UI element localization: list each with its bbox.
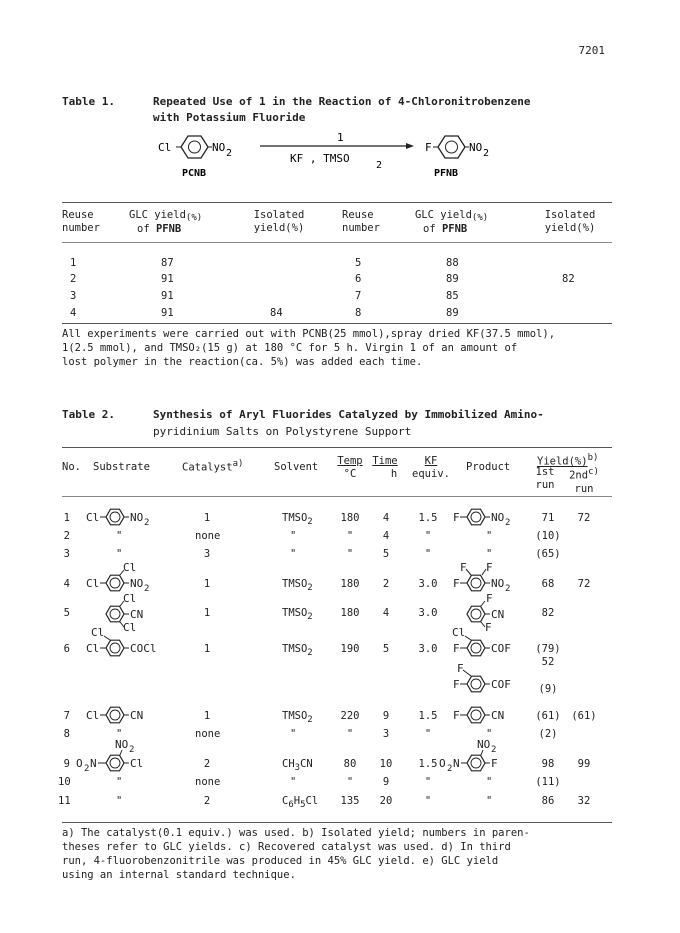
svg-text:F: F bbox=[485, 621, 492, 634]
t2-header-run2: $2nd^{c)}$ run bbox=[569, 467, 599, 495]
t2-row-catalyst: none bbox=[195, 728, 221, 740]
t2-row-no: 10 bbox=[58, 776, 71, 788]
t2-row-yield-run1: 82 bbox=[541, 607, 555, 619]
t2-row-solvent-ditto: " bbox=[290, 728, 297, 740]
svg-text:F: F bbox=[453, 709, 460, 722]
t2-row-temp: " bbox=[346, 530, 354, 542]
t1-row-reuse-2: 7 bbox=[355, 290, 362, 302]
svg-text:Cl: Cl bbox=[86, 642, 100, 655]
t1-row-glc: 91 bbox=[161, 307, 174, 319]
t1-row-glc: 91 bbox=[161, 273, 174, 285]
t2-row-solvent: $C_6H_5Cl$ bbox=[282, 795, 319, 811]
svg-text:F: F bbox=[491, 757, 498, 770]
t2-row-kf: 3.0 bbox=[418, 643, 438, 655]
svg-text:F: F bbox=[453, 642, 460, 655]
t2-row-substrate-ditto: " bbox=[116, 795, 123, 807]
svg-text:F: F bbox=[453, 577, 460, 590]
substrate-ring-9 bbox=[106, 755, 124, 771]
scheme-reagents: KF , TMSO bbox=[290, 152, 350, 165]
t2-header-solvent: Solvent bbox=[274, 461, 319, 473]
svg-text:F: F bbox=[460, 561, 467, 574]
t2-row-no: 3 bbox=[63, 548, 70, 560]
t2-row-no: 5 bbox=[63, 607, 70, 619]
t1-row-glc-2: 88 bbox=[446, 257, 459, 269]
table2-title-line2: pyridinium Salts on Polystyrene Support bbox=[153, 425, 412, 438]
product-ring-9 bbox=[467, 755, 485, 771]
t2-row-time: 3 bbox=[382, 728, 390, 740]
svg-text:Cl: Cl bbox=[452, 626, 466, 639]
t2-row-yield-run2: 99 bbox=[577, 758, 591, 770]
table2-footnotes: a) The catalyst(0.1 equiv.) was used. b) Isolated yield; numbers in paren- theses refer to GLC yields. c) Recovered catalyst was used. d) In third run, 4-fluorobenzonitrile was produced in 45% GLC yield. e) GLC yield using an internal standard technique. bbox=[62, 827, 530, 881]
t2-row-no: 11 bbox=[58, 795, 71, 807]
svg-text:NO: NO bbox=[491, 577, 505, 590]
t1-row-reuse-2: 6 bbox=[355, 273, 362, 285]
scheme-product-no-sub: 2 bbox=[483, 148, 490, 159]
reactant-name: PCNB bbox=[182, 168, 207, 179]
substrate-ring-6 bbox=[106, 640, 124, 656]
svg-text:F: F bbox=[453, 678, 460, 691]
t2-row-catalyst: 3 bbox=[203, 548, 211, 560]
t2-row-kf: " bbox=[424, 530, 432, 542]
t2-header-product: Product bbox=[466, 461, 511, 473]
svg-text:Cl: Cl bbox=[86, 511, 100, 524]
t2-header-yield: Yield(%)$^{b)}$ bbox=[537, 453, 599, 468]
t2-header-substrate: Substrate bbox=[93, 461, 150, 473]
t1-row-glc-2: 89 bbox=[446, 273, 459, 285]
t1-header-isolated: Isolated yield(%) bbox=[253, 209, 305, 234]
t2-row-kf: " bbox=[424, 776, 432, 788]
t2-row-yield-run1: 98 bbox=[541, 758, 555, 770]
t2-row-substrate-ditto: " bbox=[116, 728, 123, 740]
t2-row-no: 7 bbox=[63, 710, 70, 722]
t2-row-kf: 3.0 bbox=[418, 607, 438, 619]
svg-text:Cl: Cl bbox=[130, 757, 144, 770]
t1-row-reuse: 2 bbox=[70, 273, 77, 285]
t2-row-kf: 1.5 bbox=[418, 758, 438, 770]
substrate-ring-7 bbox=[106, 707, 124, 723]
t2-row-temp: 80 bbox=[343, 758, 357, 770]
t1-row-reuse-2: 5 bbox=[355, 257, 362, 269]
svg-text:N: N bbox=[453, 757, 460, 770]
t2-row-no: 9 bbox=[63, 758, 70, 770]
t2-header-time: Time h bbox=[372, 455, 398, 480]
t2-row-temp: " bbox=[346, 728, 354, 740]
t2-row-temp: " bbox=[346, 548, 354, 560]
t2-row-solvent: $TMSO_2$ bbox=[282, 578, 313, 594]
t2-row-solvent-ditto: " bbox=[290, 776, 297, 788]
t1-header-reuse: Reuse number bbox=[62, 209, 100, 234]
product-ring-6 bbox=[467, 640, 485, 656]
svg-text:Cl: Cl bbox=[91, 626, 105, 639]
svg-text:2: 2 bbox=[447, 764, 453, 774]
t2-row-catalyst: 1 bbox=[203, 578, 211, 590]
svg-text:NO: NO bbox=[491, 511, 505, 524]
t2-row-catalyst: none bbox=[195, 530, 221, 542]
t2-row-yield-run1: (10) bbox=[535, 530, 561, 542]
t2-row-yield-run1: (79) bbox=[535, 643, 561, 655]
t2-row-time: 5 bbox=[382, 548, 390, 560]
t2-row-solvent-ditto: " bbox=[290, 530, 297, 542]
t1-row-isolated: 84 bbox=[270, 307, 283, 319]
t2-row-temp: 220 bbox=[340, 710, 360, 722]
svg-text:COF: COF bbox=[491, 642, 511, 655]
table2-label: Table 2. bbox=[62, 408, 115, 421]
t2-row-catalyst: 1 bbox=[203, 607, 211, 619]
t2-row-yield-run2: 72 bbox=[577, 512, 591, 524]
svg-text:NO: NO bbox=[115, 738, 129, 751]
product-name: PFNB bbox=[434, 168, 459, 179]
svg-text:Cl: Cl bbox=[86, 709, 100, 722]
t2-row-time: 10 bbox=[379, 758, 393, 770]
t1-row-reuse: 1 bbox=[70, 257, 77, 269]
svg-text:F: F bbox=[486, 561, 493, 574]
page-number: 7201 bbox=[578, 44, 605, 57]
t2-header-catalyst: Catalyst$^{a)}$ bbox=[182, 459, 244, 474]
svg-text:COCl: COCl bbox=[130, 642, 157, 655]
t2-row-substrate-ditto: " bbox=[116, 776, 123, 788]
t2-row-time: 5 bbox=[382, 643, 390, 655]
product-ring-6b bbox=[467, 676, 485, 692]
substrate-ring-1 bbox=[106, 509, 124, 525]
svg-text:Cl: Cl bbox=[123, 592, 137, 605]
t2-row-no: 2 bbox=[63, 530, 70, 542]
scheme-no-sub: 2 bbox=[226, 148, 233, 159]
t1-row-glc-2: 85 bbox=[446, 290, 459, 302]
svg-text:2: 2 bbox=[491, 745, 497, 755]
t1-header-glc: GLC yield(%) of PFNB bbox=[129, 209, 203, 235]
svg-text:NO: NO bbox=[130, 511, 144, 524]
t2-row-substrate-ditto: " bbox=[116, 530, 123, 542]
table1-title-line2: with Potassium Fluoride bbox=[153, 111, 306, 124]
svg-text:CN: CN bbox=[491, 709, 505, 722]
t2-row-yield-run1: (65) bbox=[535, 548, 561, 560]
t1-row-reuse: 3 bbox=[70, 290, 77, 302]
t2-row-temp: " bbox=[346, 776, 354, 788]
svg-text:2: 2 bbox=[505, 518, 511, 528]
svg-text:NO: NO bbox=[130, 577, 144, 590]
t2-row-time: 4 bbox=[382, 607, 390, 619]
svg-text:2: 2 bbox=[505, 584, 511, 594]
t1-row-reuse: 4 bbox=[70, 307, 77, 319]
svg-text:O: O bbox=[439, 757, 446, 770]
product-ring-1 bbox=[467, 509, 485, 525]
t2-row-kf: 3.0 bbox=[418, 578, 438, 590]
svg-text:COF: COF bbox=[491, 678, 511, 691]
t2-row-temp: 135 bbox=[340, 795, 360, 807]
t2-row-no: 1 bbox=[63, 512, 70, 524]
t1-header-reuse-2: Reuse number bbox=[342, 209, 380, 234]
t2-row-time: 20 bbox=[379, 795, 393, 807]
svg-text:Cl: Cl bbox=[123, 561, 137, 574]
svg-text:2: 2 bbox=[84, 764, 90, 774]
t1-row-glc: 91 bbox=[161, 290, 174, 302]
svg-text:Cl: Cl bbox=[123, 621, 137, 634]
t2-row-solvent: $TMSO_2$ bbox=[282, 607, 313, 623]
t2-row-solvent: $TMSO_2$ bbox=[282, 710, 313, 726]
product-ring-7 bbox=[467, 707, 485, 723]
table2-title-line1: Synthesis of Aryl Fluorides Catalyzed by Immobilized Amino- bbox=[153, 408, 544, 421]
t2-row-solvent-ditto: " bbox=[290, 548, 297, 560]
t2-row-product-ditto: " bbox=[486, 530, 493, 542]
t2-row-yield-run1: (11) bbox=[535, 776, 561, 788]
t2-row-product-ditto: " bbox=[486, 795, 493, 807]
svg-text:2: 2 bbox=[144, 584, 150, 594]
t2-row-catalyst: 2 bbox=[203, 795, 211, 807]
t2-row-yield-run1: (61) bbox=[535, 710, 561, 722]
t2-row-time: 2 bbox=[382, 578, 390, 590]
table1-title-line1: Repeated Use of 1 in the Reaction of 4-Chloronitrobenzene bbox=[153, 95, 531, 108]
t2-row-yield-run2: (61) bbox=[571, 710, 597, 722]
scheme-product-no: NO bbox=[469, 141, 483, 154]
t2-row-catalyst: none bbox=[195, 776, 221, 788]
t2-header-run1: 1st run bbox=[535, 466, 555, 491]
t2-row-solvent: $TMSO_2$ bbox=[282, 643, 313, 659]
scheme-reagents-sub: 2 bbox=[376, 160, 383, 171]
svg-text:CN: CN bbox=[130, 709, 144, 722]
t2-row-product-ditto: " bbox=[486, 728, 493, 740]
t2-row-yield-run1: 68 bbox=[541, 578, 555, 590]
svg-text:O: O bbox=[76, 757, 83, 770]
svg-text:F: F bbox=[486, 592, 493, 605]
t2-row-no: 6 bbox=[63, 643, 70, 655]
svg-text:N: N bbox=[90, 757, 97, 770]
t2-row-temp: 180 bbox=[340, 607, 360, 619]
scheme-cl: Cl bbox=[158, 141, 172, 154]
t1-header-isolated-2: Isolated yield(%) bbox=[544, 209, 596, 234]
t2-row-catalyst: 1 bbox=[203, 512, 211, 524]
t2-row-yield-run1: (9) bbox=[538, 683, 558, 695]
t2-row-no: 8 bbox=[63, 728, 70, 740]
t2-row-yield-run1: (2) bbox=[538, 728, 558, 740]
t2-row-solvent: $TMSO_2$ bbox=[282, 512, 313, 528]
t2-row-time: 4 bbox=[382, 512, 390, 524]
t2-row-kf: " bbox=[424, 548, 432, 560]
scheme-no: NO bbox=[212, 141, 226, 154]
product-ring-4 bbox=[467, 575, 485, 591]
product-ring-5 bbox=[467, 606, 485, 622]
svg-text:F: F bbox=[457, 662, 464, 675]
t2-row-time: 4 bbox=[382, 530, 390, 542]
substrate-ring-5 bbox=[106, 606, 124, 622]
t1-header-glc-2: GLC yield(%) of PFNB bbox=[415, 209, 489, 235]
t1-row-glc: 87 bbox=[161, 257, 174, 269]
t2-row-kf: " bbox=[424, 728, 432, 740]
t2-header-no: No. bbox=[62, 461, 81, 473]
t2-row-product-ditto: " bbox=[486, 548, 493, 560]
t2-row-yield-run2: 32 bbox=[577, 795, 591, 807]
t1-row-isolated-2: 82 bbox=[562, 273, 575, 285]
svg-text:F: F bbox=[453, 511, 460, 524]
t2-row-temp: 180 bbox=[340, 578, 360, 590]
scheme-catalyst: 1 bbox=[337, 131, 344, 144]
table1-label: Table 1. bbox=[62, 95, 115, 108]
t2-header-temp: Temp °C bbox=[337, 455, 363, 480]
t2-row-time: 9 bbox=[382, 710, 390, 722]
svg-text:2: 2 bbox=[129, 745, 135, 755]
svg-text:Cl: Cl bbox=[86, 577, 100, 590]
svg-text:CN: CN bbox=[491, 608, 505, 621]
t2-row-temp: 180 bbox=[340, 512, 360, 524]
t2-row-yield-run1: 86 bbox=[541, 795, 555, 807]
scheme-f: F bbox=[425, 141, 432, 154]
table1-note: All experiments were carried out with PCNB(25 mmol),spray dried KF(37.5 mmol), 1(2.5 mmol), and TMSO₂(15 g) at 180 °C for 5 h. Virgin 1 of an amount of lost polymer in the reaction(ca. 5%) was added each time. bbox=[62, 328, 556, 368]
svg-text:NO: NO bbox=[477, 738, 491, 751]
substrate-ring-4 bbox=[106, 575, 124, 591]
t2-row-kf: 1.5 bbox=[418, 710, 438, 722]
svg-text:CN: CN bbox=[130, 608, 144, 621]
t2-row-catalyst: 2 bbox=[203, 758, 211, 770]
t2-row-kf: 1.5 bbox=[418, 512, 438, 524]
t2-row-yield-run1: 71 bbox=[541, 512, 555, 524]
t2-row-kf: " bbox=[424, 795, 432, 807]
t1-row-reuse-2: 8 bbox=[355, 307, 362, 319]
t2-row-catalyst: 1 bbox=[203, 643, 211, 655]
t2-row-catalyst: 1 bbox=[203, 710, 211, 722]
t2-row-substrate-ditto: " bbox=[116, 548, 123, 560]
svg-text:2: 2 bbox=[144, 518, 150, 528]
t2-row-product-ditto: " bbox=[486, 776, 493, 788]
t2-row-time: 9 bbox=[382, 776, 390, 788]
t2-row-yield-run2: 72 bbox=[577, 578, 591, 590]
t1-row-glc-2: 89 bbox=[446, 307, 459, 319]
table2-bottom-rule bbox=[62, 822, 612, 823]
t2-row-yield-run1-isolated: 52 bbox=[541, 656, 555, 668]
t2-row-temp: 190 bbox=[340, 643, 360, 655]
t2-row-no: 4 bbox=[63, 578, 70, 590]
t2-header-kf: KF equiv. bbox=[412, 455, 450, 480]
t2-row-solvent: $CH_3CN$ bbox=[282, 758, 313, 774]
